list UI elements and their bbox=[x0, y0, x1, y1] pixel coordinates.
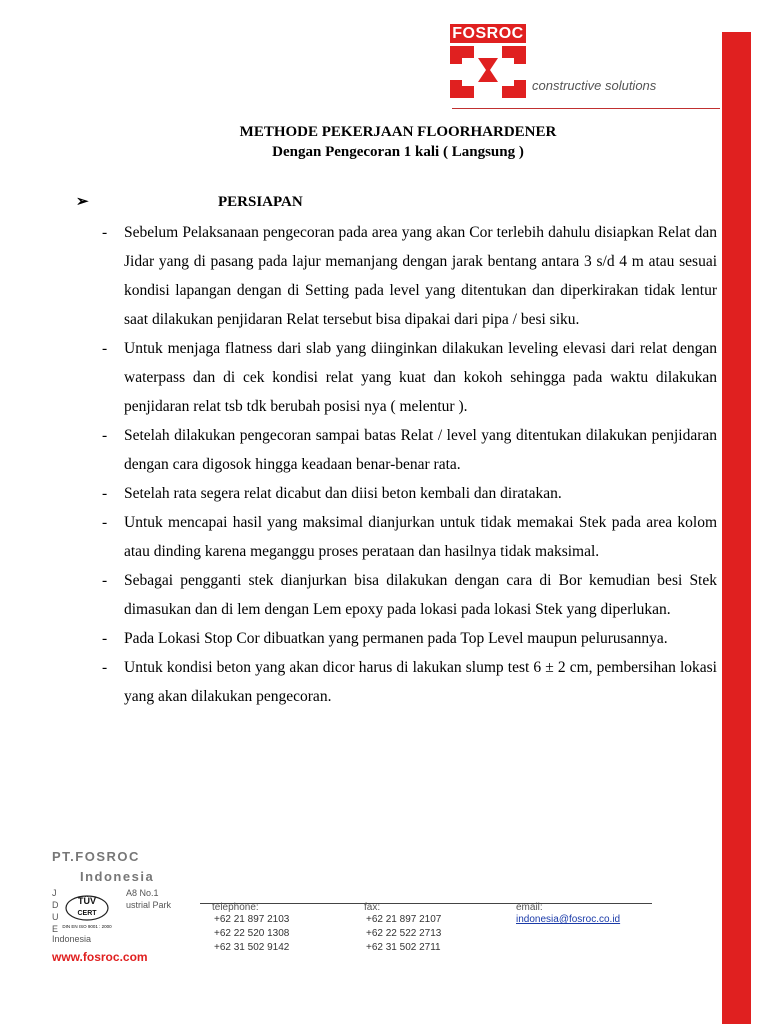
list-item-text: Untuk mencapai hasil yang maksimal dianjurkan untuk tidak memakai Stek pada area kolom atau dinding karena meganggu proses perataan dan hasilnya tidak maksimal. bbox=[124, 514, 717, 560]
svg-text:TÜV: TÜV bbox=[78, 896, 96, 906]
address-fragment: E bbox=[52, 924, 59, 934]
list-item-text: Setelah rata segera relat dicabut dan diisi beton kembali dan diratakan. bbox=[124, 485, 562, 502]
list-item bbox=[102, 624, 717, 653]
email-link[interactable]: indonesia@fosroc.co.id bbox=[516, 914, 621, 925]
brand-tagline: constructive solutions bbox=[532, 78, 657, 93]
list-item bbox=[102, 479, 717, 508]
list-item bbox=[102, 334, 717, 421]
tuv-cert-seal-icon bbox=[54, 892, 120, 932]
list-item bbox=[102, 218, 717, 334]
address-fragment: U bbox=[52, 912, 59, 922]
list-item-text: Sebagai pengganti stek dianjurkan bisa dilakukan dengan cara di Bor kemudian besi Stek dimasukan dan di lem dengan Lem epoxy pada lokasi pada lokasi Stek yang diperlukan. bbox=[124, 572, 717, 618]
section-title: PERSIAPAN bbox=[218, 194, 303, 210]
telephone-number: +62 21 897 2103 bbox=[214, 914, 290, 925]
svg-text:CERT: CERT bbox=[77, 910, 97, 917]
fax-number: +62 22 522 2713 bbox=[366, 928, 442, 939]
svg-text:DIN EN ISO 9001 : 2000: DIN EN ISO 9001 : 2000 bbox=[62, 924, 112, 929]
fax-number: +62 21 897 2107 bbox=[366, 914, 442, 925]
header-divider bbox=[452, 108, 720, 109]
list-item-text: Untuk menjaga flatness dari slab yang diinginkan dilakukan leveling elevasi dari relat dengan waterpass dan di cek kondisi relat yang kuat dan kokoh sehingga pada waktu dilakukan penjidaran relat tsb tdk berubah posisi nya ( melentur ). bbox=[124, 340, 717, 415]
list-item bbox=[102, 508, 717, 566]
section-heading bbox=[76, 192, 303, 211]
list-item-text: Setelah dilakukan pengecoran sampai batas Relat / level yang ditentukan dilakukan penjidaran dengan cara digosok hingga keadaan benar-benar rata. bbox=[124, 427, 717, 473]
fax-list bbox=[366, 913, 441, 955]
brand-wordmark: FOSROC bbox=[450, 24, 526, 43]
telephone-number: +62 22 520 1308 bbox=[214, 928, 290, 939]
footer-company-name: PT.FOSROC bbox=[52, 849, 140, 864]
document-subtitle: Dengan Pengecoran 1 kali ( Langsung ) bbox=[272, 144, 524, 160]
dash-bullet: - bbox=[102, 340, 108, 357]
dash-bullet: - bbox=[102, 224, 108, 241]
address-fragment: ustrial Park bbox=[126, 900, 172, 910]
dash-bullet: - bbox=[102, 485, 108, 502]
dash-bullet: - bbox=[102, 630, 108, 647]
list-item bbox=[102, 653, 717, 711]
list-item-text: Sebelum Pelaksanaan pengecoran pada area yang akan Cor terlebih dahulu disiapkan Relat dan Jidar yang di pasang pada lajur memanjang dengan jarak bentang antara 3 s/d 4 m atau sesuai kondisi lapangan dengan di Setting pada level yang ditentukan dan diperkirakan tidak lentur saat dilakukan penjidaran Relat tersebut bisa dipakai dari pipa / besi siku. bbox=[124, 224, 717, 328]
dash-bullet: - bbox=[102, 427, 108, 444]
website-link[interactable]: www.fosroc.com bbox=[52, 950, 148, 964]
footer-divider bbox=[200, 903, 652, 904]
arrow-bullet-icon: ➢ bbox=[76, 194, 89, 210]
list-item bbox=[102, 421, 717, 479]
address-fragment: A8 No.1 bbox=[126, 888, 159, 898]
telephone-list bbox=[214, 913, 289, 955]
footer-country: Indonesia bbox=[80, 869, 155, 884]
dash-bullet: - bbox=[102, 572, 108, 589]
fax-label: fax: bbox=[364, 902, 381, 913]
dash-bullet: - bbox=[102, 514, 108, 531]
address-fragment: Indonesia bbox=[52, 934, 92, 944]
preparation-list bbox=[102, 218, 717, 711]
document-title: METHODE PEKERJAAN FLOORHARDENER bbox=[239, 124, 557, 140]
address-fragment: D bbox=[52, 900, 59, 910]
telephone-number: +62 31 502 9142 bbox=[214, 942, 290, 953]
fax-number: +62 31 502 2711 bbox=[366, 942, 441, 953]
list-item-text: Untuk kondisi beton yang akan dicor harus di lakukan slump test 6 ± 2 cm, pembersihan lokasi yang akan dilakukan pengecoran. bbox=[124, 659, 717, 705]
email-label: email: bbox=[516, 902, 543, 913]
dash-bullet: - bbox=[102, 659, 108, 676]
list-item bbox=[102, 566, 717, 624]
document-title-block bbox=[0, 122, 768, 162]
right-brand-stripe bbox=[722, 32, 751, 1024]
telephone-label: telephone: bbox=[212, 902, 259, 913]
address-fragment: J bbox=[52, 888, 57, 898]
list-item-text: Pada Lokasi Stop Cor dibuatkan yang permanen pada Top Level maupun pelurusannya. bbox=[124, 630, 668, 647]
